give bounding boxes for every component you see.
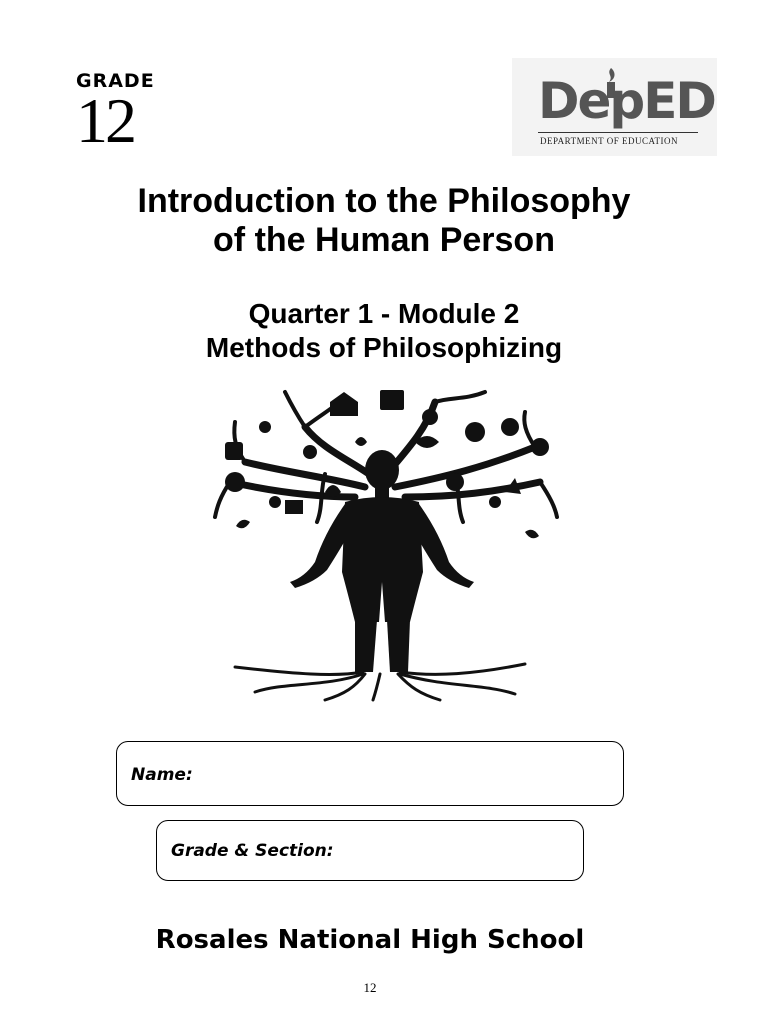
human-tree-icon (205, 382, 565, 702)
module-title (0, 182, 768, 260)
grade-block (76, 70, 155, 156)
deped-logo-text: DepED (538, 72, 715, 130)
grade-label: GRADE (76, 70, 155, 92)
title-line-1: Introduction to the Philosophy (137, 182, 631, 220)
grade-section-field[interactable] (156, 820, 584, 881)
subtitle-line-2: Methods of Philosophizing (205, 332, 563, 363)
title-line-2: of the Human Person (213, 221, 555, 259)
module-subtitle (0, 297, 768, 365)
school-name: Rosales National High School (155, 925, 585, 955)
name-label: Name: (131, 765, 193, 785)
subtitle-line-1: Quarter 1 - Module 2 (248, 298, 520, 329)
name-field[interactable] (116, 741, 624, 806)
deped-logo-subtitle: DEPARTMENT OF EDUCATION (540, 136, 678, 146)
grade-section-label: Grade & Section: (171, 841, 334, 861)
page-number: 12 (363, 980, 377, 995)
deped-logo (512, 58, 717, 156)
grade-number: 12 (76, 85, 134, 156)
logo-divider (538, 132, 698, 133)
